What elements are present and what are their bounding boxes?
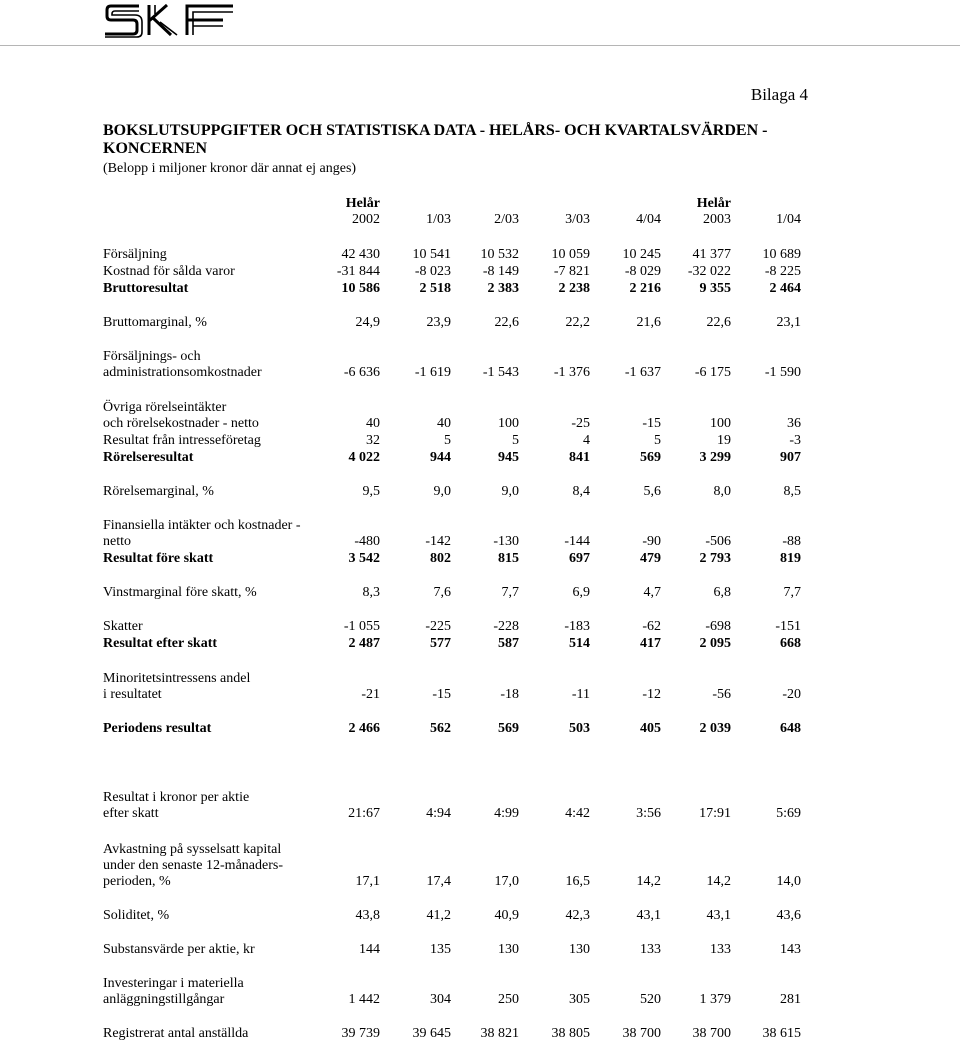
row-label-line: och rörelsekostnader - netto [103, 416, 259, 431]
table-cell: -7 821 [553, 264, 590, 279]
table-cell: 40 [366, 416, 380, 431]
row-label [103, 247, 167, 263]
table-cell: 42,3 [565, 908, 590, 923]
table-cell: -144 [564, 534, 590, 549]
row-label [103, 976, 244, 1008]
row-label-line: under den senaste 12-månaders- [103, 858, 283, 873]
column-header-period-type: Helår [696, 196, 731, 211]
table-cell: 9 355 [699, 281, 731, 296]
table-cell: 2 487 [348, 636, 380, 651]
table-cell: 143 [780, 942, 801, 957]
column-header-period: 1/04 [776, 212, 801, 227]
row-label [103, 585, 257, 601]
table-row [103, 247, 803, 263]
table-cell: -130 [493, 534, 519, 549]
row-label-line: Soliditet, % [103, 908, 170, 923]
table-cell: 22,6 [494, 315, 519, 330]
row-label-line: Finansiella intäkter och kostnader - [103, 518, 301, 533]
table-cell: 10 541 [412, 247, 451, 262]
table-cell: 39 739 [341, 1026, 380, 1041]
column-header [310, 196, 380, 228]
column-header-period: 2003 [703, 212, 731, 227]
table-cell: 562 [430, 721, 451, 736]
table-cell: 100 [498, 416, 519, 431]
table-cell: 40 [437, 416, 451, 431]
table-cell: 16,5 [565, 874, 590, 889]
table-row [103, 264, 803, 280]
column-header-period: 3/03 [565, 212, 590, 227]
row-label-line: Rörelsemarginal, % [103, 484, 214, 499]
table-cell: 14,2 [706, 874, 731, 889]
table-cell: -6 636 [343, 365, 380, 380]
table-cell: 23,9 [426, 315, 451, 330]
row-label-line: anläggningstillgångar [103, 992, 225, 1007]
table-cell: -62 [642, 619, 661, 634]
row-label [103, 551, 213, 567]
row-label-line: Avkastning på sysselsatt kapital [103, 842, 282, 857]
table-cell: 2 464 [769, 281, 801, 296]
table-row [103, 450, 803, 466]
table-cell: 305 [569, 992, 590, 1007]
table-cell: 22,2 [565, 315, 590, 330]
table-cell: 514 [569, 636, 590, 651]
table-cell: 10 245 [622, 247, 661, 262]
row-label-line: Minoritetsintressens andel [103, 671, 251, 686]
table-cell: -90 [642, 534, 661, 549]
table-cell: 815 [498, 551, 519, 566]
column-header-period: 4/04 [636, 212, 661, 227]
row-label-line: Resultat efter skatt [103, 636, 218, 651]
table-cell: 144 [359, 942, 380, 957]
appendix-label: Bilaga 4 [750, 85, 808, 104]
table-cell: 7,6 [433, 585, 451, 600]
row-label-line: Resultat före skatt [103, 551, 214, 566]
table-cell: 697 [569, 551, 590, 566]
table-cell: 6,9 [572, 585, 590, 600]
table-cell: 7,7 [501, 585, 519, 600]
table-cell: 819 [780, 551, 801, 566]
table-cell: 41,2 [426, 908, 451, 923]
table-cell: 8,4 [572, 484, 590, 499]
column-header-period: 1/03 [426, 212, 451, 227]
row-label-line: Resultat från intresseföretag [103, 433, 261, 448]
table-cell: 9,5 [362, 484, 380, 499]
row-label-line: Kostnad för sålda varor [103, 264, 235, 279]
column-header-period-type [449, 196, 519, 212]
table-cell: -11 [571, 687, 590, 702]
table-cell: 8,0 [713, 484, 731, 499]
table-cell: 23,1 [776, 315, 801, 330]
column-header-period-type [381, 196, 451, 212]
table-cell: 14,0 [776, 874, 801, 889]
table-cell: 648 [780, 721, 801, 736]
table-cell: 5 [444, 433, 451, 448]
row-label [103, 349, 262, 381]
table-cell: 14,2 [636, 874, 661, 889]
row-label [103, 636, 217, 652]
table-row [103, 942, 803, 958]
column-header [731, 196, 801, 228]
table-cell: 9,0 [433, 484, 451, 499]
table-cell: -56 [712, 687, 731, 702]
table-cell: 43,8 [355, 908, 380, 923]
table-cell: -225 [425, 619, 451, 634]
row-label-line: Registrerat antal anställda [103, 1026, 249, 1041]
table-row [103, 315, 803, 331]
row-label-line: Övriga rörelseintäkter [103, 400, 227, 415]
table-cell: 417 [640, 636, 661, 651]
table-cell: 22,6 [706, 315, 731, 330]
table-cell: 130 [498, 942, 519, 957]
row-label [103, 264, 235, 280]
table-cell: 133 [640, 942, 661, 957]
table-cell: 4 022 [348, 450, 380, 465]
table-cell: 21,6 [636, 315, 661, 330]
table-cell: 569 [498, 721, 519, 736]
table-row [103, 636, 803, 652]
table-cell: 19 [717, 433, 731, 448]
table-cell: 133 [710, 942, 731, 957]
table-cell: 3 299 [699, 450, 731, 465]
table-row [103, 790, 803, 822]
table-cell: 2 095 [699, 636, 731, 651]
table-cell: 304 [430, 992, 451, 1007]
table-row [103, 349, 803, 381]
table-cell: -32 022 [687, 264, 731, 279]
table-cell: 1 442 [348, 992, 380, 1007]
table-cell: 841 [569, 450, 590, 465]
table-cell: 8,3 [362, 585, 380, 600]
table-cell: 907 [780, 450, 801, 465]
table-cell: 17:91 [699, 806, 731, 821]
table-cell: 5,6 [643, 484, 661, 499]
table-cell: 5:69 [776, 806, 801, 821]
table-row [103, 518, 803, 550]
row-label-line: Försäljnings- och [103, 349, 201, 364]
table-cell: 4:42 [565, 806, 590, 821]
row-label [103, 671, 250, 703]
document-subtitle: (Belopp i miljoner kronor där annat ej anges) [103, 161, 357, 176]
table-cell: -1 376 [553, 365, 590, 380]
table-cell: -1 590 [764, 365, 801, 380]
table-row [103, 585, 803, 601]
row-label-line: perioden, % [103, 874, 171, 889]
row-label-line: Bruttomarginal, % [103, 315, 207, 330]
table-cell: 587 [498, 636, 519, 651]
table-cell: 21:67 [348, 806, 380, 821]
table-cell: 43,1 [636, 908, 661, 923]
table-cell: 40,9 [494, 908, 519, 923]
table-cell: 41 377 [692, 247, 731, 262]
table-cell: -88 [782, 534, 801, 549]
table-cell: 10 689 [762, 247, 801, 262]
table-cell: 135 [430, 942, 451, 957]
row-label-line: efter skatt [103, 806, 159, 821]
row-label [103, 942, 255, 958]
table-cell: -1 619 [414, 365, 451, 380]
table-cell: -15 [642, 416, 661, 431]
row-label-line: Bruttoresultat [103, 281, 189, 296]
table-cell: 2 383 [487, 281, 519, 296]
row-label [103, 281, 188, 297]
table-row [103, 551, 803, 567]
row-label [103, 433, 261, 449]
table-cell: 38 805 [551, 1026, 590, 1041]
table-cell: 520 [640, 992, 661, 1007]
table-cell: 43,6 [776, 908, 801, 923]
table-cell: 10 532 [480, 247, 519, 262]
table-cell: 6,8 [713, 585, 731, 600]
table-cell: 7,7 [783, 585, 801, 600]
table-cell: 9,0 [501, 484, 519, 499]
header-rule [0, 45, 960, 46]
column-header-period-type [591, 196, 661, 212]
row-label [103, 518, 301, 550]
table-cell: 1 379 [699, 992, 731, 1007]
column-header-period: 2002 [352, 212, 380, 227]
table-cell: 10 586 [341, 281, 380, 296]
table-cell: -8 023 [414, 264, 451, 279]
table-row [103, 908, 803, 924]
table-cell: 503 [569, 721, 590, 736]
row-label-line: Resultat i kronor per aktie [103, 790, 250, 805]
table-cell: -18 [500, 687, 519, 702]
table-cell: -31 844 [336, 264, 380, 279]
table-cell: 4,7 [643, 585, 661, 600]
table-row [103, 671, 803, 703]
row-label [103, 484, 214, 500]
skf-logo [103, 2, 235, 38]
table-cell: -3 [789, 433, 801, 448]
table-cell: 17,4 [426, 874, 451, 889]
table-row [103, 1026, 803, 1042]
row-label [103, 790, 249, 822]
table-cell: -142 [425, 534, 451, 549]
row-label-line: administrationsomkostnader [103, 365, 262, 380]
table-row [103, 400, 803, 432]
table-cell: 577 [430, 636, 451, 651]
table-cell: -21 [361, 687, 380, 702]
table-cell: -6 175 [694, 365, 731, 380]
table-cell: -12 [642, 687, 661, 702]
table-cell: 5 [512, 433, 519, 448]
table-cell: 17,0 [494, 874, 519, 889]
table-cell: -25 [571, 416, 590, 431]
row-label [103, 400, 259, 432]
table-cell: 42 430 [341, 247, 380, 262]
table-cell: 2 793 [699, 551, 731, 566]
table-cell: 38 700 [692, 1026, 731, 1041]
row-label [103, 450, 193, 466]
table-cell: 2 518 [419, 281, 451, 296]
table-cell: 130 [569, 942, 590, 957]
column-header [591, 196, 661, 228]
row-label-line: netto [103, 534, 131, 549]
column-header-period-type: Helår [345, 196, 380, 211]
table-cell: 4 [583, 433, 590, 448]
table-cell: 38 821 [480, 1026, 519, 1041]
row-label [103, 315, 207, 331]
table-cell: 38 700 [622, 1026, 661, 1041]
column-header [449, 196, 519, 228]
table-cell: 2 039 [699, 721, 731, 736]
table-cell: 3:56 [636, 806, 661, 821]
table-cell: -1 543 [482, 365, 519, 380]
table-cell: -228 [493, 619, 519, 634]
table-cell: 2 466 [348, 721, 380, 736]
table-cell: 3 542 [348, 551, 380, 566]
table-cell: 250 [498, 992, 519, 1007]
column-header [520, 196, 590, 228]
row-label [103, 1026, 248, 1042]
table-row [103, 281, 803, 297]
table-cell: 945 [498, 450, 519, 465]
document-title: BOKSLUTSUPPGIFTER OCH STATISTISKA DATA - HELÅRS- OCH KVARTALSVÄRDEN - KONCERNEN [103, 122, 768, 157]
column-header [661, 196, 731, 228]
row-label [103, 908, 169, 924]
table-cell: -8 029 [624, 264, 661, 279]
row-label [103, 721, 211, 737]
column-header-period: 2/03 [494, 212, 519, 227]
table-cell: -480 [354, 534, 380, 549]
table-row [103, 976, 803, 1008]
table-cell: -1 637 [624, 365, 661, 380]
table-cell: 8,5 [783, 484, 801, 499]
table-cell: 10 059 [551, 247, 590, 262]
table-cell: 4:94 [426, 806, 451, 821]
row-label-line: Investeringar i materiella [103, 976, 244, 991]
table-cell: -183 [564, 619, 590, 634]
row-label [103, 842, 283, 890]
column-header-period-type [731, 196, 801, 212]
table-cell: 38 615 [762, 1026, 801, 1041]
table-cell: 2 238 [558, 281, 590, 296]
table-cell: -8 149 [482, 264, 519, 279]
table-cell: 36 [787, 416, 801, 431]
table-cell: -15 [432, 687, 451, 702]
table-cell: 100 [710, 416, 731, 431]
table-cell: -698 [705, 619, 731, 634]
table-row [103, 842, 803, 890]
table-cell: 569 [640, 450, 661, 465]
table-row [103, 484, 803, 500]
row-label-line: i resultatet [103, 687, 162, 702]
row-label-line: Vinstmarginal före skatt, % [103, 585, 257, 600]
table-cell: 43,1 [706, 908, 731, 923]
table-cell: 479 [640, 551, 661, 566]
table-cell: 5 [654, 433, 661, 448]
table-cell: 24,9 [355, 315, 380, 330]
table-cell: -1 055 [343, 619, 380, 634]
table-cell: 4:99 [494, 806, 519, 821]
table-cell: -506 [705, 534, 731, 549]
column-header [381, 196, 451, 228]
table-cell: 944 [430, 450, 451, 465]
table-cell: 17,1 [355, 874, 380, 889]
row-label-line: Skatter [103, 619, 143, 634]
row-label-line: Periodens resultat [103, 721, 212, 736]
row-label-line: Rörelseresultat [103, 450, 194, 465]
table-cell: 2 216 [629, 281, 661, 296]
table-cell: 281 [780, 992, 801, 1007]
table-cell: 32 [366, 433, 380, 448]
table-row [103, 721, 803, 737]
row-label-line: Substansvärde per aktie, kr [103, 942, 255, 957]
table-cell: -8 225 [764, 264, 801, 279]
row-label-line: Försäljning [103, 247, 167, 262]
row-label [103, 619, 143, 635]
table-cell: 39 645 [412, 1026, 451, 1041]
table-cell: -151 [775, 619, 801, 634]
column-header-period-type [520, 196, 590, 212]
table-cell: -20 [782, 687, 801, 702]
table-cell: 405 [640, 721, 661, 736]
table-cell: 668 [780, 636, 801, 651]
table-cell: 802 [430, 551, 451, 566]
table-row [103, 619, 803, 635]
table-row [103, 433, 803, 449]
